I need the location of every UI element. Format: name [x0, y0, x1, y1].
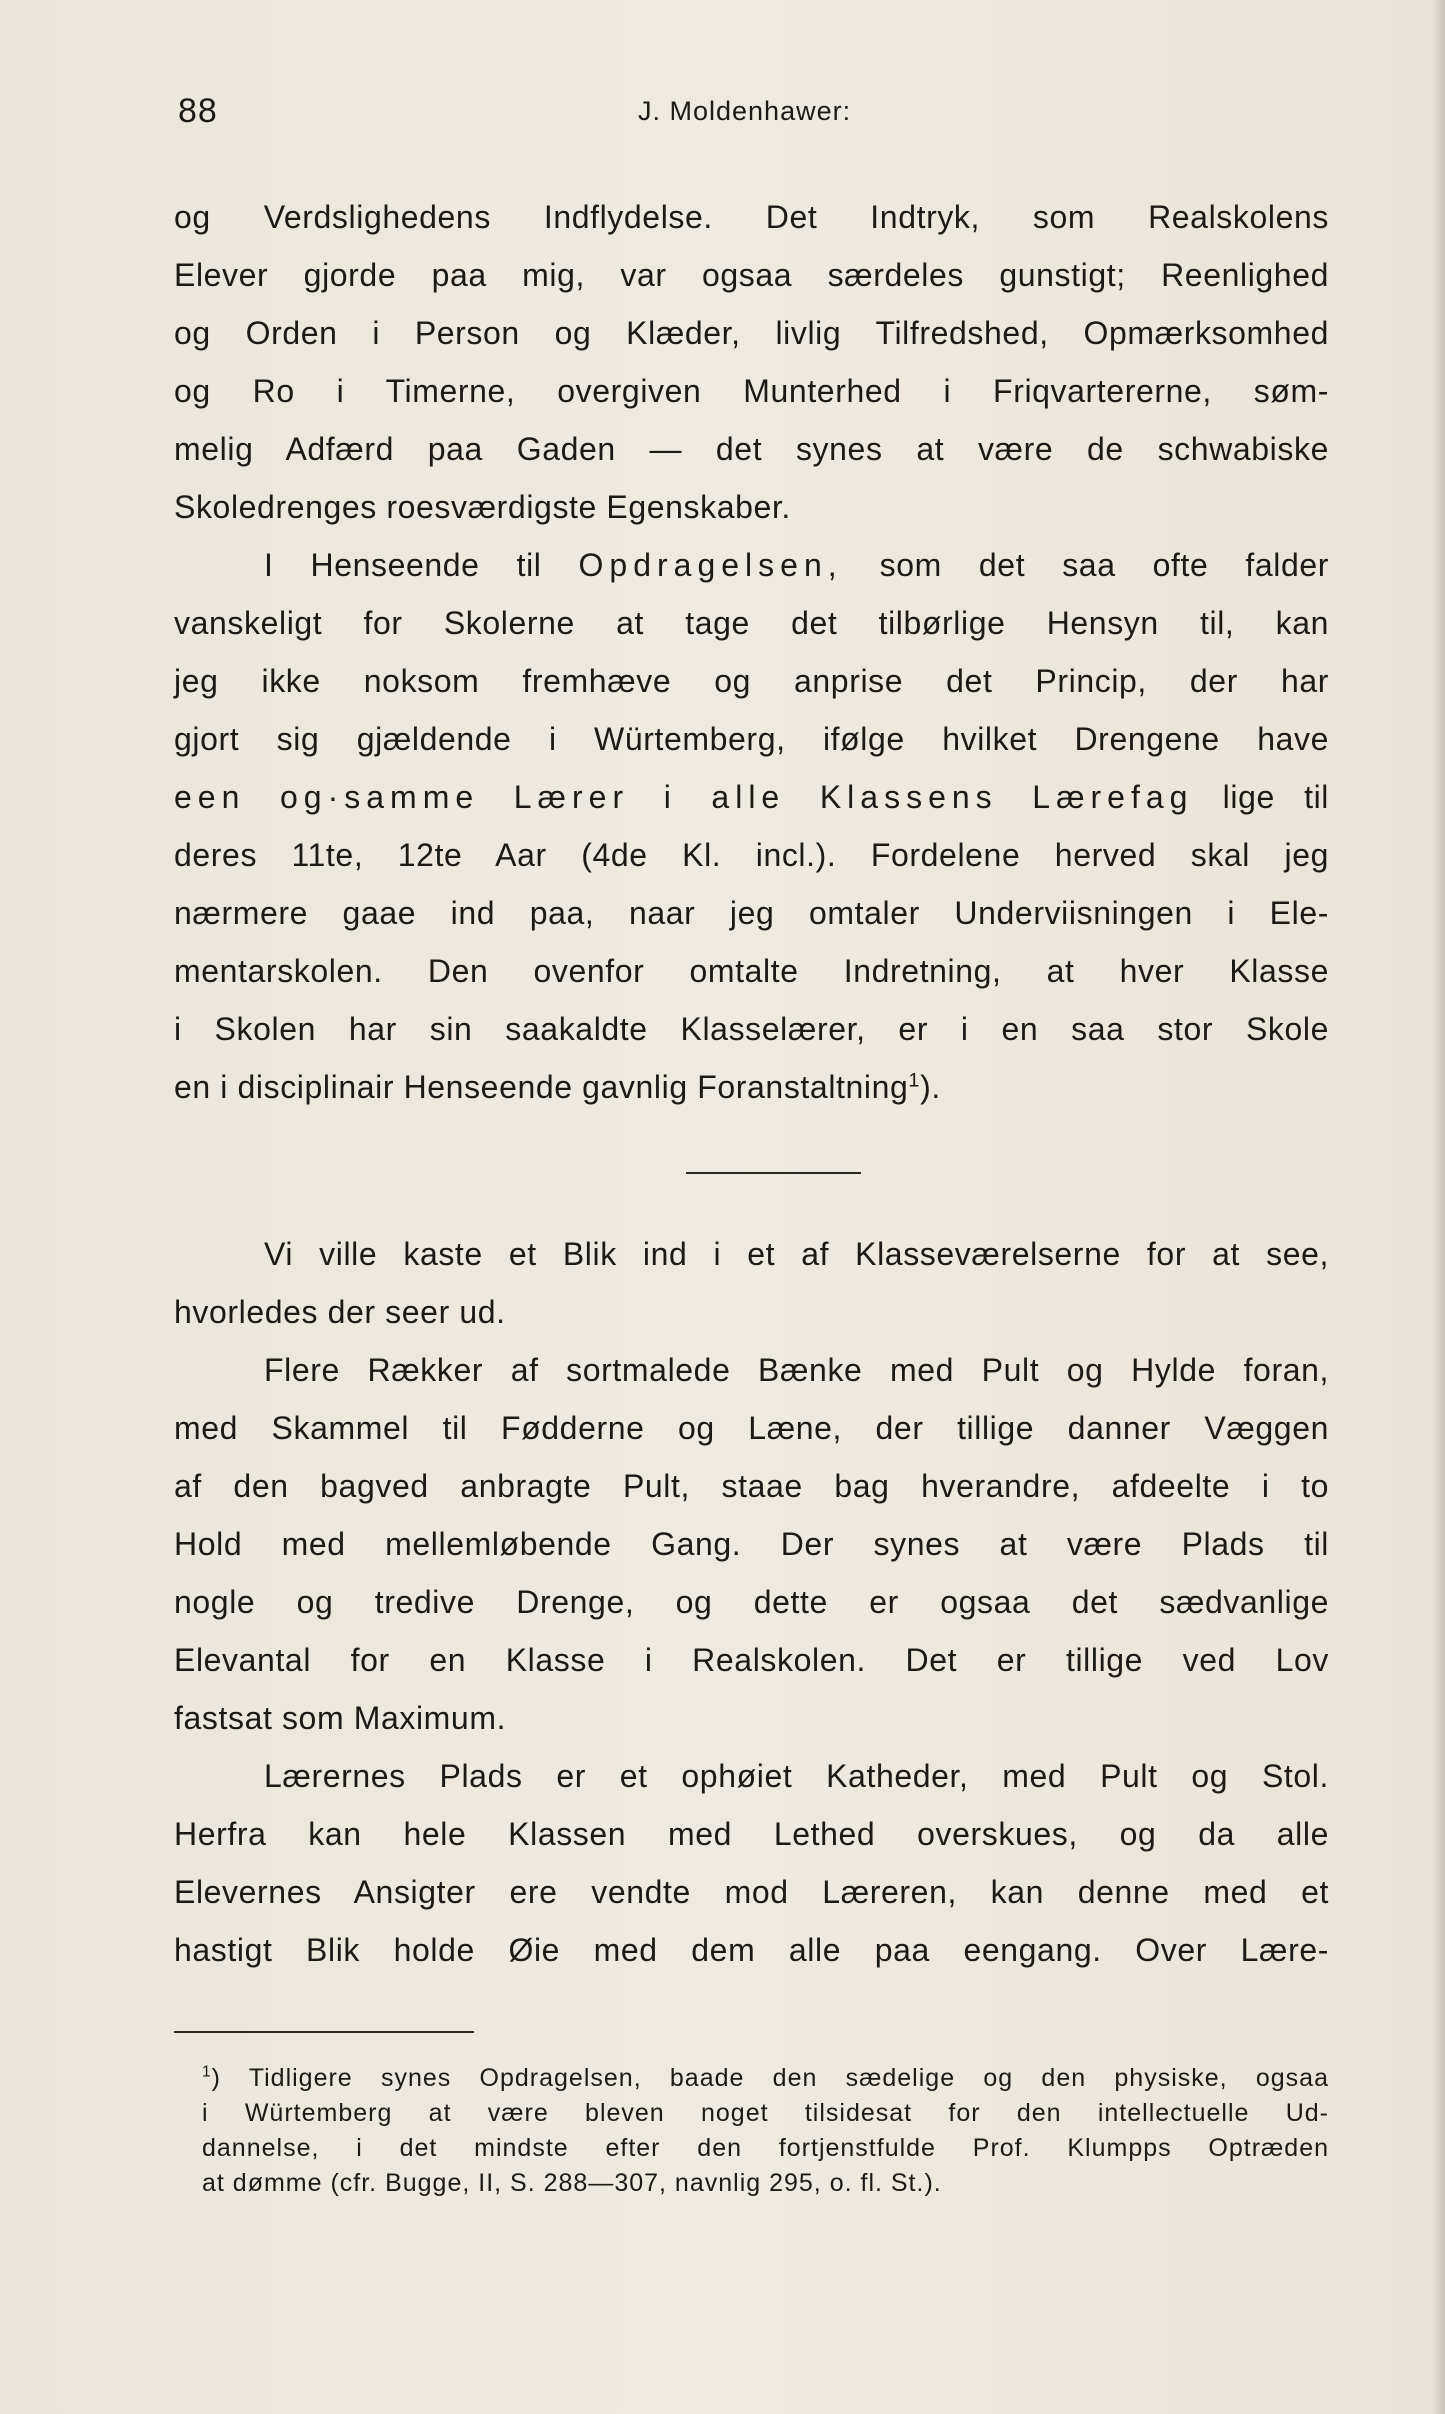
text-line: deres 11te, 12te Aar (4de Kl. incl.). Fordelene herved skal jeg	[174, 837, 1329, 873]
footnote-line	[174, 2061, 1329, 2096]
text-line: jeg ikke noksom fremhæve og anprise det Princip, der har	[174, 663, 1329, 699]
footnote-marker: 1	[202, 2063, 212, 2081]
page-edge-shadow	[1431, 0, 1445, 2414]
text-fragment: en i disciplinair Henseende gavnlig Foranstaltning	[174, 1069, 909, 1105]
footnote-marker-close: )	[211, 2064, 221, 2092]
text-line: Vi ville kaste et Blik ind i et af Klasseværelserne for at see,	[264, 1236, 1329, 1272]
main-text-lower	[174, 1225, 1329, 1979]
text-line: af den bagved anbragte Pult, staae bag hverandre, afdeelte i to	[174, 1468, 1329, 1504]
main-text-upper	[174, 188, 1329, 1116]
text-line: hastigt Blik holde Øie med dem alle paa eengang. Over Lære-	[174, 1932, 1329, 1968]
text-line: og Orden i Person og Klæder, livlig Tilfredshed, Opmærksomhed	[174, 315, 1329, 351]
text-line: vanskeligt for Skolerne at tage det tilbørlige Hensyn til, kan	[174, 605, 1329, 641]
footnote-line: i Würtemberg at være bleven noget tilsidesat for den intellectuelle Ud-	[202, 2099, 1329, 2127]
footnote	[174, 2061, 1329, 2201]
emphasized-phrase: een og·samme Lærer i alle Klassens Lærefag	[174, 779, 1194, 815]
text-line: med Skammel til Fødderne og Læne, der tillige danner Væggen	[174, 1410, 1329, 1446]
text-line: og Ro i Timerne, overgiven Munterhed i Friqvartererne, søm-	[174, 373, 1329, 409]
text-line: i Skolen har sin saakaldte Klasselærer, er i en saa stor Skole	[174, 1011, 1329, 1047]
text-line	[174, 768, 1329, 826]
text-line: nærmere gaae ind paa, naar jeg omtaler Underviisningen i Ele-	[174, 895, 1329, 931]
text-fragment: som det saa ofte falder	[879, 547, 1330, 583]
text-line: gjort sig gjældende i Würtemberg, ifølge hvilket Drengene have	[174, 721, 1329, 757]
section-divider	[686, 1172, 861, 1174]
emphasized-word: Opdragelsen,	[578, 547, 843, 583]
footnote-line: dannelse, i det mindste efter den fortjenstfulde Prof. Klumpps Optræden	[202, 2134, 1329, 2162]
text-line: Elevernes Ansigter ere vendte mod Læreren, kan denne med et	[174, 1874, 1329, 1910]
text-line: Elever gjorde paa mig, var ogsaa særdeles gunstigt; Reenlighed	[174, 257, 1329, 293]
text-line: Herfra kan hele Klassen med Lethed overskues, og da alle	[174, 1816, 1329, 1852]
text-line: melig Adfærd paa Gaden — det synes at være de schwabiske	[174, 431, 1329, 467]
footnote-line: at dømme (cfr. Bugge, II, S. 288—307, navnlig 295, o. fl. St.).	[202, 2169, 942, 2197]
footnote-divider	[174, 2031, 474, 2033]
page-number: 88	[178, 92, 218, 130]
text-line: Lærernes Plads er et ophøiet Katheder, med Pult og Stol.	[264, 1758, 1329, 1794]
text-fragment: I Henseende til	[264, 547, 542, 583]
text-fragment: lige til	[1222, 779, 1329, 815]
text-line: mentarskolen. Den ovenfor omtalte Indretning, at hver Klasse	[174, 953, 1329, 989]
running-title: J. Moldenhawer:	[638, 96, 852, 126]
text-line	[174, 1058, 1329, 1116]
text-line: Elevantal for en Klasse i Realskolen. Det er tillige ved Lov	[174, 1642, 1329, 1678]
text-line: og Verdslighedens Indflydelse. Det Indtryk, som Realskolens	[174, 199, 1329, 235]
text-line: fastsat som Maximum.	[174, 1700, 507, 1736]
running-header	[178, 92, 1330, 132]
text-line: Flere Rækker af sortmalede Bænke med Pult og Hylde foran,	[264, 1352, 1329, 1388]
text-fragment: Tidligere synes Opdragelsen, baade den sædelige og den physiske, ogsaa	[248, 2064, 1329, 2092]
text-line: nogle og tredive Drenge, og dette er ogsaa det sædvanlige	[174, 1584, 1329, 1620]
text-line	[174, 536, 1329, 594]
footnote-reference[interactable]: 1	[908, 1069, 921, 1092]
text-line: Skoledrenges roesværdigste Egenskaber.	[174, 489, 791, 525]
text-line: hvorledes der seer ud.	[174, 1294, 506, 1330]
text-line: Hold med mellemløbende Gang. Der synes at være Plads til	[174, 1526, 1329, 1562]
text-fragment: ).	[920, 1069, 941, 1105]
